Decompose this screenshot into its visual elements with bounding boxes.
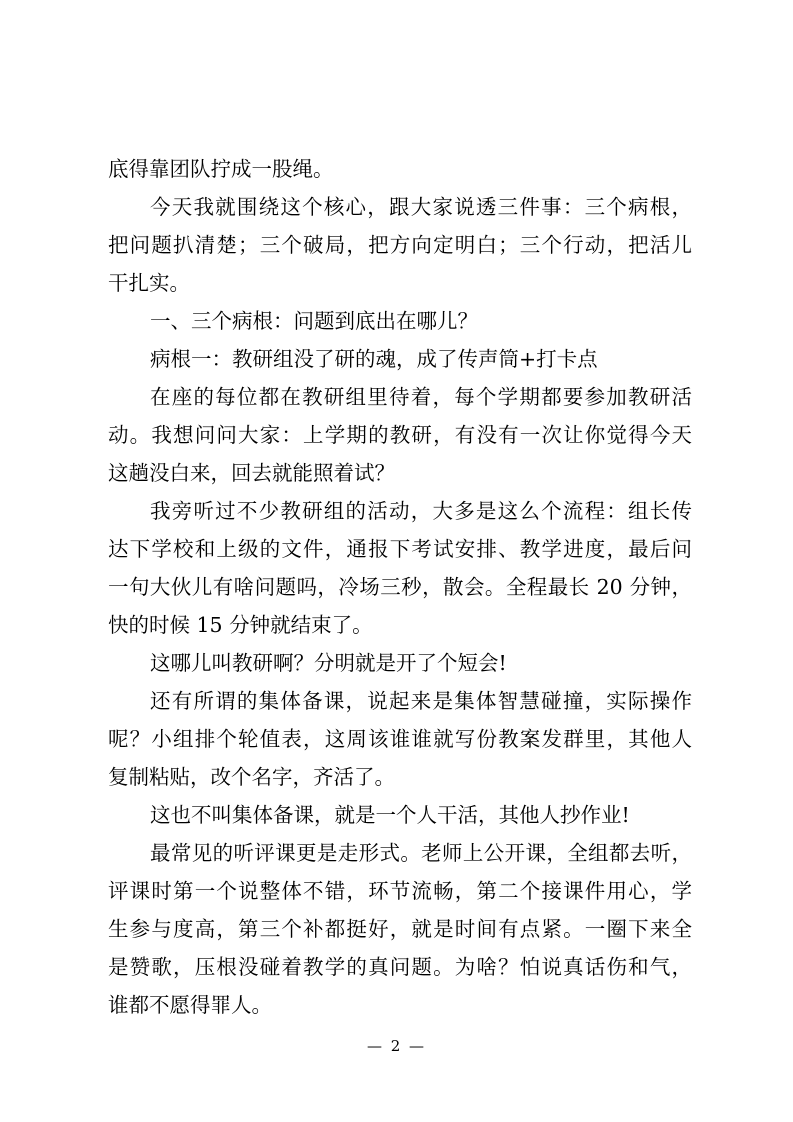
text-line: 底得靠团队拧成一股绳。 <box>108 157 334 181</box>
text-line: 生参与度高，第三个补都挺好，就是时间有点紧。一圈下来全 <box>108 917 692 941</box>
text-line: 一句大伙儿有啥问题吗，冷场三秒，散会。全程最长 20 分钟， <box>108 575 692 599</box>
text-line: 评课时第一个说整体不错，环节流畅，第二个接课件用心，学 <box>108 879 692 903</box>
text-line: 在座的每位都在教研组里待着，每个学期都要参加教研活 <box>150 385 692 409</box>
page-number: — 2 — <box>366 1037 427 1055</box>
text-line: 这哪儿叫教研啊？分明就是开了个短会! <box>150 651 507 675</box>
text-line: 今天我就围绕这个核心，跟大家说透三件事：三个病根， <box>150 195 692 219</box>
text-line: 这趟没白来，回去就能照着试？ <box>108 461 395 485</box>
text-line: 把问题扒清楚；三个破局，把方向定明白；三个行动，把活儿 <box>108 233 692 257</box>
text-line: 呢？小组排个轮值表，这周该谁谁就写份教案发群里，其他人 <box>108 727 692 751</box>
text-line: 动。我想问问大家：上学期的教研，有没有一次让你觉得今天 <box>108 423 692 447</box>
text-line: 还有所谓的集体备课，说起来是集体智慧碰撞，实际操作 <box>150 689 692 713</box>
subsection-heading: 病根一：教研组没了研的魂，成了传声筒+打卡点 <box>150 347 598 371</box>
text-line: 最常见的听评课更是走形式。老师上公开课，全组都去听， <box>150 841 692 865</box>
text-line: 谁都不愿得罪人。 <box>108 993 272 1017</box>
text-line: 这也不叫集体备课，就是一个人干活，其他人抄作业! <box>150 803 630 827</box>
text-line: 快的时候 15 分钟就结束了。 <box>108 613 373 637</box>
text-line: 是赞歌，压根没碰着教学的真问题。为啥？怕说真话伤和气， <box>108 955 692 979</box>
text-line: 达下学校和上级的文件，通报下考试安排、教学进度，最后问 <box>108 537 692 561</box>
section-heading: 一、三个病根：问题到底出在哪儿？ <box>150 309 478 333</box>
text-line: 复制粘贴，改个名字，齐活了。 <box>108 765 395 789</box>
text-line: 干扎实。 <box>108 271 190 295</box>
text-line: 我旁听过不少教研组的活动，大多是这么个流程：组长传 <box>150 499 692 523</box>
